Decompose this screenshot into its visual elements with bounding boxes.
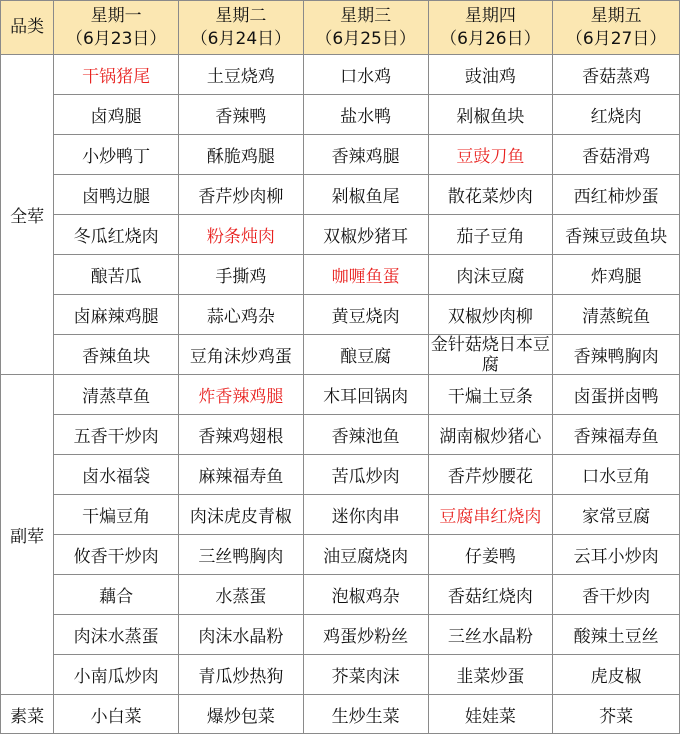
day-name: 星期三 xyxy=(340,5,392,26)
day-date: （6月24日） xyxy=(190,28,292,49)
dish-cell: 剁椒鱼尾 xyxy=(303,175,428,215)
day-date: （6月23日） xyxy=(65,28,167,49)
dish-cell: 咖喱鱼蛋 xyxy=(303,255,428,295)
dish-cell: 鸡蛋炒粉丝 xyxy=(303,615,428,655)
dish-cell: 娃娃菜 xyxy=(428,695,553,734)
day-date: （6月27日） xyxy=(565,28,667,49)
day-name: 星期二 xyxy=(215,5,267,26)
dish-cell: 豆角沫炒鸡蛋 xyxy=(179,335,304,375)
dish-cell: 香芹炒肉柳 xyxy=(179,175,304,215)
dish-cell: 青瓜炒热狗 xyxy=(179,655,304,695)
dish-cell: 豉油鸡 xyxy=(428,55,553,95)
table-row xyxy=(1,335,680,375)
table-row xyxy=(1,135,680,175)
table-row xyxy=(1,255,680,295)
dish-cell: 黄豆烧肉 xyxy=(303,295,428,335)
dish-cell: 香辣池鱼 xyxy=(303,415,428,455)
table-row xyxy=(1,215,680,255)
dish-cell: 酿豆腐 xyxy=(303,335,428,375)
dish-cell: 爆炒包菜 xyxy=(179,695,304,734)
dish-cell: 苦瓜炒肉 xyxy=(303,455,428,495)
dish-cell: 家常豆腐 xyxy=(553,495,680,535)
dish-cell: 藕合 xyxy=(54,575,179,615)
dish-cell: 香菇蒸鸡 xyxy=(553,55,680,95)
day-header-wed xyxy=(303,1,428,55)
header-row xyxy=(1,1,680,55)
dish-cell: 手撕鸡 xyxy=(179,255,304,295)
dish-cell: 蒜心鸡杂 xyxy=(179,295,304,335)
dish-cell: 红烧肉 xyxy=(553,95,680,135)
table-row xyxy=(1,295,680,335)
dish-cell: 油豆腐烧肉 xyxy=(303,535,428,575)
dish-cell: 攸香干炒肉 xyxy=(54,535,179,575)
dish-cell: 香辣鸡翅根 xyxy=(179,415,304,455)
dish-cell: 肉沫水晶粉 xyxy=(179,615,304,655)
dish-cell: 麻辣福寿鱼 xyxy=(179,455,304,495)
day-header-tue xyxy=(179,1,304,55)
dish-cell: 仔姜鸭 xyxy=(428,535,553,575)
category-cell: 副荤 xyxy=(1,375,54,695)
dish-cell: 酸辣土豆丝 xyxy=(553,615,680,655)
category-cell: 素菜 xyxy=(1,695,54,734)
table-row xyxy=(1,55,680,95)
dish-cell: 云耳小炒肉 xyxy=(553,535,680,575)
table-row xyxy=(1,535,680,575)
day-header-mon xyxy=(54,1,179,55)
menu-body xyxy=(1,55,680,734)
dish-cell: 炸香辣鸡腿 xyxy=(179,375,304,415)
table-row xyxy=(1,415,680,455)
dish-cell: 香干炒肉 xyxy=(553,575,680,615)
dish-cell: 小白菜 xyxy=(54,695,179,734)
dish-cell: 虎皮椒 xyxy=(553,655,680,695)
table-row xyxy=(1,575,680,615)
dish-cell: 湖南椒炒猪心 xyxy=(428,415,553,455)
dish-cell xyxy=(428,335,553,375)
dish-cell: 迷你肉串 xyxy=(303,495,428,535)
table-row xyxy=(1,175,680,215)
dish-cell: 小南瓜炒肉 xyxy=(54,655,179,695)
dish-cell: 韭菜炒蛋 xyxy=(428,655,553,695)
dish-cell: 香芹炒腰花 xyxy=(428,455,553,495)
dish-cell: 盐水鸭 xyxy=(303,95,428,135)
dish-cell: 双椒炒肉柳 xyxy=(428,295,553,335)
dish-cell: 西红柿炒蛋 xyxy=(553,175,680,215)
dish-cell: 酥脆鸡腿 xyxy=(179,135,304,175)
dish-cell: 香辣福寿鱼 xyxy=(553,415,680,455)
dish-cell: 香辣鱼块 xyxy=(54,335,179,375)
dish-cell: 清蒸鲩鱼 xyxy=(553,295,680,335)
dish-cell: 干煸土豆条 xyxy=(428,375,553,415)
dish-name: 金针菇烧日本豆腐 xyxy=(430,335,550,374)
day-name: 星期五 xyxy=(590,5,642,26)
dish-cell: 卤鸡腿 xyxy=(54,95,179,135)
dish-cell: 五香干炒肉 xyxy=(54,415,179,455)
category-cell: 全荤 xyxy=(1,55,54,375)
table-row xyxy=(1,455,680,495)
dish-cell: 香菇滑鸡 xyxy=(553,135,680,175)
day-date: （6月26日） xyxy=(440,28,541,49)
day-name: 星期一 xyxy=(90,5,142,26)
dish-cell: 粉条炖肉 xyxy=(179,215,304,255)
dish-cell: 水蒸蛋 xyxy=(179,575,304,615)
dish-cell: 口水豆角 xyxy=(553,455,680,495)
dish-cell: 香菇红烧肉 xyxy=(428,575,553,615)
dish-cell: 酿苦瓜 xyxy=(54,255,179,295)
dish-cell: 卤水福袋 xyxy=(54,455,179,495)
dish-cell: 香辣鸭 xyxy=(179,95,304,135)
table-row xyxy=(1,695,680,734)
dish-cell: 肉沫水蒸蛋 xyxy=(54,615,179,655)
day-header-thu xyxy=(428,1,553,55)
dish-cell: 口水鸡 xyxy=(303,55,428,95)
dish-cell: 豆腐串红烧肉 xyxy=(428,495,553,535)
day-header-fri xyxy=(553,1,680,55)
dish-cell: 茄子豆角 xyxy=(428,215,553,255)
dish-cell: 小炒鸭丁 xyxy=(54,135,179,175)
dish-cell: 肉沫豆腐 xyxy=(428,255,553,295)
day-name: 星期四 xyxy=(464,5,516,26)
dish-cell: 剁椒鱼块 xyxy=(428,95,553,135)
dish-cell: 散花菜炒肉 xyxy=(428,175,553,215)
table-row xyxy=(1,615,680,655)
dish-cell: 清蒸草鱼 xyxy=(54,375,179,415)
dish-cell: 三丝鸭胸肉 xyxy=(179,535,304,575)
dish-cell: 豆豉刀鱼 xyxy=(428,135,553,175)
dish-cell: 香辣鸡腿 xyxy=(303,135,428,175)
dish-cell: 生炒生菜 xyxy=(303,695,428,734)
dish-cell: 干锅猪尾 xyxy=(54,55,179,95)
table-row xyxy=(1,95,680,135)
dish-cell: 香辣鸭胸肉 xyxy=(553,335,680,375)
dish-cell: 冬瓜红烧肉 xyxy=(54,215,179,255)
day-date: （6月25日） xyxy=(315,28,416,49)
dish-cell: 干煸豆角 xyxy=(54,495,179,535)
dish-cell: 三丝水晶粉 xyxy=(428,615,553,655)
dish-cell: 卤鸭边腿 xyxy=(54,175,179,215)
dish-cell: 泡椒鸡杂 xyxy=(303,575,428,615)
table-row xyxy=(1,655,680,695)
dish-cell: 卤麻辣鸡腿 xyxy=(54,295,179,335)
dish-cell: 香辣豆豉鱼块 xyxy=(553,215,680,255)
table-row xyxy=(1,495,680,535)
category-header: 品类 xyxy=(1,1,54,55)
dish-cell: 芥菜 xyxy=(553,695,680,734)
dish-cell: 木耳回锅肉 xyxy=(303,375,428,415)
table-row xyxy=(1,375,680,415)
dish-cell: 肉沫虎皮青椒 xyxy=(179,495,304,535)
dish-cell: 芥菜肉沫 xyxy=(303,655,428,695)
dish-cell: 卤蛋拼卤鸭 xyxy=(553,375,680,415)
dish-cell: 土豆烧鸡 xyxy=(179,55,304,95)
dish-cell: 炸鸡腿 xyxy=(553,255,680,295)
dish-cell: 双椒炒猪耳 xyxy=(303,215,428,255)
